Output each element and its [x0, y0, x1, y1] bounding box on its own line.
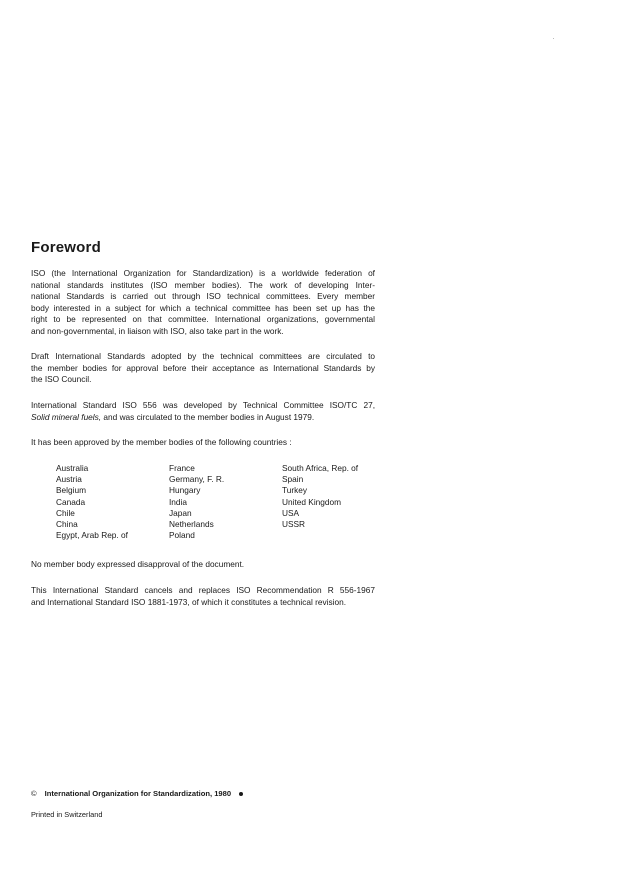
country-name: Germany, F. R. — [169, 474, 225, 485]
page-title: Foreword — [31, 239, 101, 256]
country-name — [282, 530, 396, 541]
text-line: body interested in a subject for which a technical committee has been set up has the — [31, 302, 375, 313]
printed-in: Printed in Switzerland — [31, 810, 103, 819]
paragraph-approval — [31, 437, 375, 449]
paragraph-iso-intro — [31, 268, 375, 338]
country-name: Canada — [56, 496, 86, 507]
country-name: Turkey — [282, 485, 308, 496]
paragraph-revision — [31, 585, 375, 608]
text-line: national Standards is carried out through ISO technical committees. Every member — [31, 291, 375, 302]
country-name: Japan — [169, 507, 192, 518]
country-name: Netherlands — [169, 519, 214, 530]
text-line: and non-governmental, in liaison with ISO, also take part in the work. — [31, 325, 284, 336]
country-name: USA — [282, 507, 300, 518]
text-line: This International Standard cancels and replaces ISO Recommendation R 556-1967 — [31, 585, 375, 595]
bullet-icon — [239, 792, 243, 796]
text-line — [31, 412, 375, 424]
country-name: China — [56, 519, 78, 530]
text-line: the ISO Council. — [31, 374, 92, 385]
copyright-icon: © — [31, 789, 37, 798]
committee-title: Solid mineral fuels, — [31, 411, 102, 422]
country-name: Belgium — [56, 485, 86, 496]
text-line: national standards institutes (ISO member bodies). The work of developing Inter- — [31, 279, 375, 290]
text-line: No member body expressed disapproval of the document. — [31, 559, 245, 569]
country-name: USSR — [282, 519, 306, 530]
text-line: International Standard ISO 556 was developed by Technical Committee ISO/TC 27, — [31, 400, 375, 410]
country-name: India — [169, 496, 187, 507]
text-line: It has been approved by the member bodies of the following countries : — [31, 437, 292, 447]
country-name: South Africa, Rep. of — [282, 463, 359, 473]
country-name: Austria — [56, 474, 82, 485]
scan-speck — [553, 38, 554, 39]
copyright-notice — [31, 789, 243, 798]
country-list — [56, 463, 396, 541]
country-name: Australia — [56, 463, 89, 473]
country-name: France — [169, 463, 195, 473]
copyright-text: International Organization for Standardization, 1980 — [44, 789, 232, 798]
paragraph-draft-standards — [31, 351, 375, 386]
text-fragment: and was circulated to the member bodies in August 1979. — [101, 411, 315, 422]
paragraph-development — [31, 400, 375, 423]
country-name: United Kingdom — [282, 496, 342, 507]
text-line: ISO (the International Organization for Standardization) is a worldwide federation of — [31, 268, 375, 278]
text-line: and International Standard ISO 1881-1973, of which it constitutes a technical revision. — [31, 596, 347, 607]
country-name: Spain — [282, 474, 304, 485]
text-line: Draft International Standards adopted by the technical committees are circulated to — [31, 351, 375, 361]
country-name: Poland — [169, 530, 195, 541]
country-name: Egypt, Arab Rep. of — [56, 530, 128, 541]
country-name: Hungary — [169, 485, 201, 496]
text-line: the member bodies for approval before their acceptance as International Standards by — [31, 362, 375, 373]
country-name: Chile — [56, 507, 75, 518]
text-line: right to be represented on that committee. International organizations, governmental — [31, 314, 375, 325]
paragraph-disapproval — [31, 559, 375, 571]
